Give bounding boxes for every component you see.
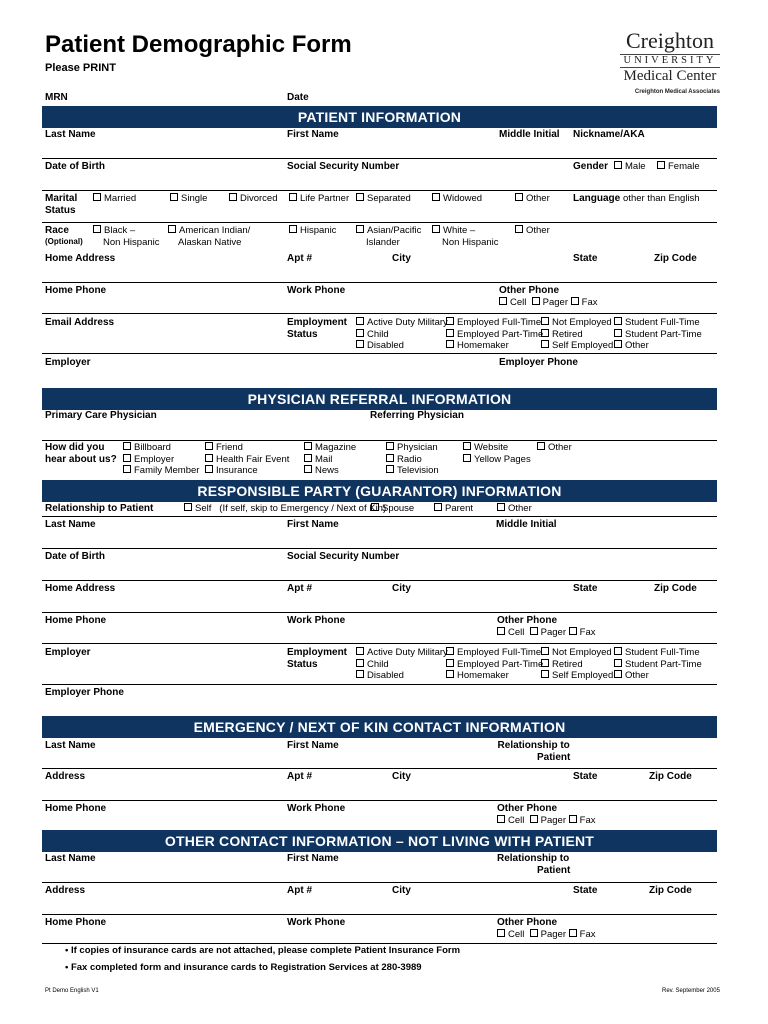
- emergency-relationship-label: Relationship to Patient: [497, 740, 571, 763]
- option-label: Other: [526, 225, 550, 236]
- divider: [42, 353, 717, 354]
- race-white-option[interactable]: [432, 225, 499, 248]
- ssn-label: Social Security Number: [287, 161, 400, 172]
- divider: [42, 684, 717, 685]
- logo-line-3: Medical Center: [623, 68, 717, 84]
- option-label: Non Hispanic: [442, 236, 499, 248]
- option-label: Television: [397, 465, 439, 476]
- option-label: Life Partner: [300, 193, 350, 204]
- checkbox[interactable]: [614, 647, 622, 655]
- checkbox[interactable]: [569, 815, 577, 823]
- option-label: Parent: [445, 503, 473, 514]
- option-label: Married: [104, 193, 137, 204]
- divider: [42, 882, 717, 883]
- checkbox[interactable]: [614, 329, 622, 337]
- checkbox[interactable]: [93, 193, 101, 201]
- option-label: Female: [668, 161, 700, 172]
- checkbox[interactable]: [432, 193, 440, 201]
- option-label: Employed Full-Time: [457, 317, 542, 328]
- apt-label: Apt #: [287, 253, 312, 264]
- checkbox[interactable]: [229, 193, 237, 201]
- option-label: Fax: [581, 297, 598, 308]
- divider: [42, 282, 717, 283]
- option-label: Divorced: [240, 193, 278, 204]
- divider: [42, 643, 717, 644]
- option-label: Islander: [366, 236, 400, 248]
- checkbox[interactable]: [497, 815, 505, 823]
- divider: [42, 516, 717, 517]
- checkbox[interactable]: [446, 329, 454, 337]
- checkbox[interactable]: [530, 627, 538, 635]
- checkbox[interactable]: [386, 454, 394, 462]
- hear-col-3[interactable]: [304, 442, 356, 477]
- page-title: Patient Demographic Form: [45, 31, 352, 58]
- phone-type-options[interactable]: [499, 297, 598, 309]
- footer-note-2: • Fax completed form and insurance cards to Registration Services at 280-3989: [65, 962, 422, 973]
- race-american-indian-option[interactable]: [168, 225, 250, 248]
- marital-life-partner-option[interactable]: [289, 193, 349, 205]
- checkbox[interactable]: [497, 503, 505, 511]
- option-label: Self: [195, 503, 212, 514]
- hear-about-label: hear about us?: [45, 454, 117, 465]
- option-label: Fax: [579, 929, 596, 940]
- option-label: Homemaker: [457, 670, 509, 681]
- checkbox[interactable]: [614, 340, 622, 348]
- guarantor-first-name-label: First Name: [287, 519, 339, 530]
- footer-note-1: • If copies of insurance cards are not attached, please complete Patient Insurance Form: [65, 945, 461, 956]
- option-label: Employed Part-Time: [457, 658, 544, 670]
- checkbox[interactable]: [356, 329, 364, 337]
- checkbox[interactable]: [446, 317, 454, 325]
- employment-label: Employment: [287, 317, 348, 328]
- checkbox[interactable]: [497, 929, 505, 937]
- relationship-other-option[interactable]: [497, 503, 532, 515]
- date-label: Date: [287, 92, 309, 103]
- language-label: Language other than English: [573, 193, 700, 204]
- divider: [42, 914, 717, 915]
- divider: [42, 768, 717, 769]
- option-label: Cell: [510, 297, 527, 308]
- other-other-phone-label: Other Phone: [497, 917, 558, 928]
- last-name-label: Last Name: [45, 129, 96, 140]
- option-label: Other: [508, 503, 532, 514]
- option-label: Billboard: [134, 442, 171, 453]
- option-label: Employer: [134, 453, 175, 465]
- option-label: Black –: [104, 225, 136, 236]
- checkbox[interactable]: [541, 647, 549, 655]
- checkbox[interactable]: [123, 442, 131, 450]
- emergency-phone-type-options[interactable]: [497, 815, 596, 827]
- guarantor-city-label: City: [392, 583, 411, 594]
- other-home-phone-label: Home Phone: [45, 917, 107, 928]
- option-label: Fax: [579, 627, 596, 638]
- checkbox[interactable]: [571, 297, 579, 305]
- checkbox[interactable]: [371, 503, 379, 511]
- guarantor-state-label: State: [573, 583, 598, 594]
- emergency-last-name-label: Last Name: [45, 740, 96, 751]
- divider: [42, 548, 717, 549]
- option-label: Disabled: [367, 340, 404, 351]
- divider: [42, 158, 717, 159]
- hear-col-5[interactable]: [463, 442, 531, 465]
- option-label: Widowed: [443, 193, 483, 204]
- option-label: Other: [548, 442, 572, 453]
- marital-divorced-option[interactable]: [229, 193, 278, 205]
- guarantor-home-phone-label: Home Phone: [45, 615, 107, 626]
- divider: [42, 222, 717, 223]
- city-label: City: [392, 253, 411, 264]
- option-label: Physician: [397, 442, 438, 453]
- divider: [42, 612, 717, 613]
- option-label: Employed Full-Time: [457, 647, 542, 658]
- logo-line-2: UNIVERSITY: [620, 54, 720, 68]
- option-label: Not Employed: [552, 317, 612, 328]
- gender-label: Gender: [573, 161, 609, 172]
- status-label: Status: [45, 205, 76, 216]
- race-optional-note: (Optional): [45, 237, 83, 246]
- relationship-parent-option[interactable]: [434, 503, 473, 515]
- emergency-home-phone-label: Home Phone: [45, 803, 107, 814]
- checkbox[interactable]: [541, 670, 549, 678]
- guarantor-ssn-label: Social Security Number: [287, 551, 400, 562]
- option-label: Mail: [315, 453, 333, 465]
- relationship-self-option[interactable]: [184, 503, 386, 515]
- other-relationship-label: Relationship to Patient: [497, 853, 571, 876]
- checkbox[interactable]: [434, 503, 442, 511]
- option-label: American Indian/: [179, 225, 251, 236]
- checkbox[interactable]: [446, 647, 454, 655]
- emergency-city-label: City: [392, 771, 411, 782]
- hear-col-2[interactable]: [205, 442, 289, 477]
- how-did-you-label: How did you: [45, 442, 105, 453]
- page-subtitle: Please PRINT: [45, 62, 116, 74]
- section-guarantor: RESPONSIBLE PARTY (GUARANTOR) INFORMATION: [42, 480, 717, 502]
- middle-initial-label: Middle Initial: [499, 129, 560, 140]
- other-zip-label: Zip Code: [649, 885, 692, 896]
- option-label: Single: [181, 193, 208, 204]
- emergency-state-label: State: [573, 771, 598, 782]
- option-label: Insurance: [216, 465, 258, 476]
- checkbox[interactable]: [497, 627, 505, 635]
- option-label: Hispanic: [300, 225, 337, 236]
- checkbox[interactable]: [446, 659, 454, 667]
- checkbox[interactable]: [515, 193, 523, 201]
- other-first-name-label: First Name: [287, 853, 339, 864]
- emergency-work-phone-label: Work Phone: [287, 803, 346, 814]
- checkbox[interactable]: [356, 340, 364, 348]
- option-label: Student Full-Time: [625, 317, 700, 328]
- checkbox[interactable]: [205, 465, 213, 473]
- guarantor-employment-col-4[interactable]: [614, 647, 702, 682]
- other-work-phone-label: Work Phone: [287, 917, 346, 928]
- checkbox[interactable]: [304, 442, 312, 450]
- guarantor-middle-initial-label: Middle Initial: [496, 519, 557, 530]
- option-label: Child: [367, 658, 389, 670]
- guarantor-employment-label: Employment: [287, 647, 348, 658]
- option-label: Pager: [540, 815, 567, 826]
- option-label: Other: [526, 193, 550, 204]
- guarantor-phone-type-options[interactable]: [497, 627, 596, 639]
- guarantor-employment-col-1[interactable]: [356, 647, 448, 682]
- nickname-label: Nickname/AKA: [573, 129, 645, 140]
- option-label: Other: [625, 340, 649, 351]
- emergency-address-label: Address: [45, 771, 86, 782]
- guarantor-dob-label: Date of Birth: [45, 551, 105, 562]
- option-label: Pager: [542, 297, 569, 308]
- guarantor-apt-label: Apt #: [287, 583, 312, 594]
- checkbox[interactable]: [463, 442, 471, 450]
- employment-col-3[interactable]: [541, 317, 613, 352]
- other-state-label: State: [573, 885, 598, 896]
- option-label: Not Employed: [552, 647, 612, 658]
- option-label: Radio: [397, 453, 422, 465]
- option-label: Student Full-Time: [625, 647, 700, 658]
- race-hispanic-option[interactable]: [289, 225, 336, 237]
- hear-col-4[interactable]: [386, 442, 439, 477]
- guarantor-employment-col-2[interactable]: [446, 647, 543, 682]
- checkbox[interactable]: [304, 465, 312, 473]
- emergency-apt-label: Apt #: [287, 771, 312, 782]
- dob-label: Date of Birth: [45, 161, 105, 172]
- checkbox[interactable]: [614, 317, 622, 325]
- option-label: Non Hispanic: [103, 236, 160, 248]
- gender-female-option[interactable]: [657, 161, 700, 173]
- gender-male-option[interactable]: [614, 161, 646, 173]
- option-label: Male: [625, 161, 646, 172]
- checkbox[interactable]: [184, 503, 192, 511]
- option-label: White –: [443, 225, 476, 236]
- option-label: Homemaker: [457, 340, 509, 351]
- section-emergency-contact: EMERGENCY / NEXT OF KIN CONTACT INFORMATION: [42, 716, 717, 738]
- divider: [42, 943, 717, 944]
- option-label: Student Part-Time: [625, 328, 702, 340]
- checkbox[interactable]: [530, 929, 538, 937]
- checkbox[interactable]: [123, 454, 131, 462]
- checkbox[interactable]: [614, 670, 622, 678]
- guarantor-last-name-label: Last Name: [45, 519, 96, 530]
- zip-label: Zip Code: [654, 253, 697, 264]
- hear-other-option[interactable]: [537, 442, 572, 454]
- checkbox[interactable]: [432, 225, 440, 233]
- race-asian-option[interactable]: [356, 225, 421, 248]
- option-label: Asian/Pacific: [367, 225, 422, 236]
- option-label: Active Duty Military: [367, 647, 448, 658]
- option-label: Child: [367, 328, 389, 340]
- option-label: Pager: [540, 929, 567, 940]
- option-label: Website: [474, 442, 509, 453]
- marital-separated-option[interactable]: [356, 193, 411, 205]
- emergency-other-phone-label: Other Phone: [497, 803, 558, 814]
- checkbox[interactable]: [289, 225, 297, 233]
- option-label: Pager: [540, 627, 567, 638]
- checkbox[interactable]: [530, 815, 538, 823]
- marital-label: Marital: [45, 193, 78, 204]
- logo-line-4: Creighton Medical Associates: [634, 89, 720, 95]
- checkbox[interactable]: [356, 670, 364, 678]
- checkbox[interactable]: [205, 442, 213, 450]
- checkbox[interactable]: [356, 659, 364, 667]
- checkbox[interactable]: [499, 297, 507, 305]
- checkbox[interactable]: [386, 442, 394, 450]
- checkbox[interactable]: [569, 627, 577, 635]
- section-other-contact: OTHER CONTACT INFORMATION – NOT LIVING WITH PATIENT: [42, 830, 717, 852]
- option-label: Retired: [552, 658, 583, 670]
- checkbox[interactable]: [446, 340, 454, 348]
- checkbox[interactable]: [93, 225, 101, 233]
- divider: [42, 440, 717, 441]
- logo: [620, 30, 720, 98]
- checkbox[interactable]: [205, 454, 213, 462]
- option-label: Active Duty Military: [367, 317, 448, 328]
- marital-single-option[interactable]: [170, 193, 207, 205]
- relationship-to-patient-label: Relationship to Patient: [45, 503, 154, 514]
- divider: [42, 580, 717, 581]
- checkbox[interactable]: [537, 442, 545, 450]
- home-address-label: Home Address: [45, 253, 116, 264]
- guarantor-employment-col-3[interactable]: [541, 647, 613, 682]
- relationship-spouse-option[interactable]: [371, 503, 414, 515]
- checkbox[interactable]: [614, 659, 622, 667]
- guarantor-employer-label: Employer: [45, 647, 91, 658]
- guarantor-other-phone-label: Other Phone: [497, 615, 558, 626]
- referring-physician-label: Referring Physician: [370, 410, 464, 421]
- option-label: Self Employed: [552, 670, 614, 681]
- form-version: Pt Demo English V1: [45, 988, 99, 994]
- other-city-label: City: [392, 885, 411, 896]
- guarantor-work-phone-label: Work Phone: [287, 615, 346, 626]
- other-last-name-label: Last Name: [45, 853, 96, 864]
- checkbox[interactable]: [356, 225, 364, 233]
- race-other-option[interactable]: [515, 225, 550, 237]
- home-phone-label: Home Phone: [45, 285, 107, 296]
- option-label: Cell: [508, 929, 525, 940]
- checkbox[interactable]: [304, 454, 312, 462]
- employment-status-label: Status: [287, 329, 318, 340]
- race-label: Race: [45, 225, 69, 236]
- emergency-first-name-label: First Name: [287, 740, 339, 751]
- other-apt-label: Apt #: [287, 885, 312, 896]
- checkbox[interactable]: [541, 317, 549, 325]
- option-label: Student Part-Time: [625, 658, 702, 670]
- checkbox[interactable]: [463, 454, 471, 462]
- hear-col-1[interactable]: [123, 442, 199, 477]
- checkbox[interactable]: [356, 317, 364, 325]
- option-label: Separated: [367, 193, 411, 204]
- checkbox[interactable]: [532, 297, 540, 305]
- option-label: Spouse: [382, 503, 415, 514]
- checkbox[interactable]: [541, 659, 549, 667]
- checkbox[interactable]: [356, 647, 364, 655]
- employment-col-2[interactable]: [446, 317, 543, 352]
- employment-col-1[interactable]: [356, 317, 448, 352]
- option-label: Cell: [508, 627, 525, 638]
- race-black-option[interactable]: [93, 225, 160, 248]
- option-label: Disabled: [367, 670, 404, 681]
- option-label: Magazine: [315, 442, 357, 453]
- section-patient-information: PATIENT INFORMATION: [42, 106, 717, 128]
- checkbox[interactable]: [356, 193, 364, 201]
- option-label: Retired: [552, 328, 583, 340]
- checkbox[interactable]: [446, 670, 454, 678]
- option-label: Cell: [508, 815, 525, 826]
- option-label: Alaskan Native: [178, 236, 242, 248]
- option-label: Family Member: [134, 465, 200, 476]
- section-physician-referral: PHYSICIAN REFERRAL INFORMATION: [42, 388, 717, 410]
- guarantor-employer-phone-label: Employer Phone: [45, 687, 124, 698]
- checkbox[interactable]: [386, 465, 394, 473]
- emergency-zip-label: Zip Code: [649, 771, 692, 782]
- option-label: Yellow Pages: [474, 453, 531, 465]
- divider: [42, 800, 717, 801]
- guarantor-home-address-label: Home Address: [45, 583, 116, 594]
- logo-line-1: Creighton: [626, 28, 714, 53]
- state-label: State: [573, 253, 598, 264]
- option-label: Employed Part-Time: [457, 328, 544, 340]
- checkbox[interactable]: [657, 161, 665, 169]
- option-label: Health Fair Event: [216, 453, 290, 465]
- divider: [42, 190, 717, 191]
- checkbox[interactable]: [614, 161, 622, 169]
- option-label: Other: [625, 670, 649, 681]
- marital-widowed-option[interactable]: [432, 193, 482, 205]
- option-label: News: [315, 465, 339, 476]
- guarantor-zip-label: Zip Code: [654, 583, 697, 594]
- checkbox[interactable]: [123, 465, 131, 473]
- option-label: Fax: [579, 815, 596, 826]
- divider: [42, 313, 717, 314]
- pcp-label: Primary Care Physician: [45, 410, 157, 421]
- checkbox[interactable]: [170, 193, 178, 201]
- checkbox[interactable]: [541, 340, 549, 348]
- email-label: Email Address: [45, 317, 115, 328]
- option-label: (If self, skip to Emergency / Next of Kin): [219, 503, 387, 514]
- checkbox[interactable]: [515, 225, 523, 233]
- mrn-label: MRN: [45, 92, 68, 103]
- option-label: Self Employed: [552, 340, 614, 351]
- other-phone-type-options[interactable]: [497, 929, 596, 941]
- employer-phone-label: Employer Phone: [499, 357, 578, 368]
- first-name-label: First Name: [287, 129, 339, 140]
- marital-other-option[interactable]: [515, 193, 550, 205]
- checkbox[interactable]: [289, 193, 297, 201]
- work-phone-label: Work Phone: [287, 285, 346, 296]
- marital-married-option[interactable]: [93, 193, 136, 205]
- checkbox[interactable]: [168, 225, 176, 233]
- checkbox[interactable]: [541, 329, 549, 337]
- revision-date: Rev. September 2005: [662, 988, 720, 994]
- other-phone-label: Other Phone: [499, 285, 560, 296]
- other-address-label: Address: [45, 885, 86, 896]
- checkbox[interactable]: [569, 929, 577, 937]
- employer-label: Employer: [45, 357, 91, 368]
- employment-col-4[interactable]: [614, 317, 702, 352]
- option-label: Friend: [216, 442, 243, 453]
- guarantor-employment-status-label: Status: [287, 659, 318, 670]
